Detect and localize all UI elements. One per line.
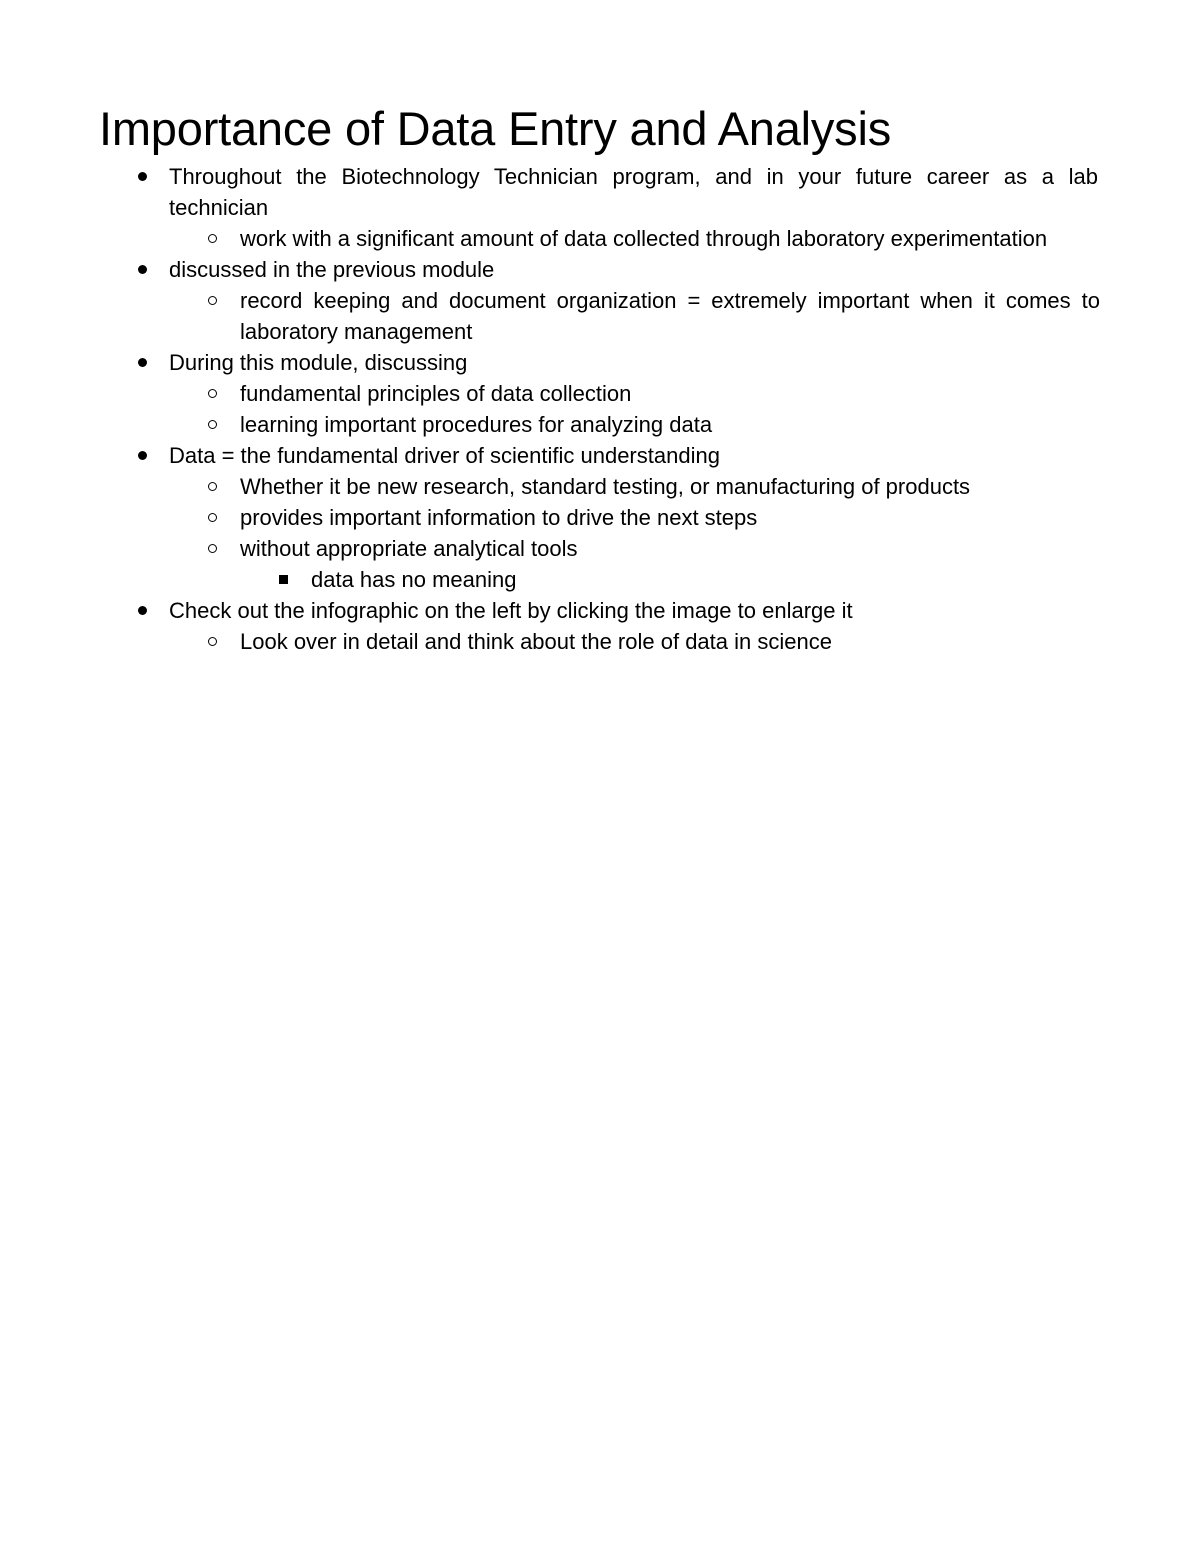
list-item-text: data has no meaning	[311, 567, 517, 592]
list-item	[0, 347, 1098, 378]
hollow-circle-bullet-icon	[203, 409, 221, 440]
list-item	[0, 595, 1098, 626]
hollow-circle-bullet-icon	[203, 223, 221, 254]
filled-circle-bullet-icon	[133, 440, 151, 471]
list-item	[0, 285, 1100, 347]
list-item	[0, 223, 1100, 254]
list-item-text: learning important procedures for analyzing data	[240, 412, 713, 437]
filled-circle-bullet-icon	[133, 595, 151, 626]
list-item-text: fundamental principles of data collection	[240, 381, 632, 406]
list-item	[0, 440, 1098, 471]
document-title: Importance of Data Entry and Analysis	[99, 102, 892, 155]
filled-square-bullet-icon	[274, 564, 292, 595]
list-item	[0, 533, 1100, 564]
list-item-text: Look over in detail and think about the role of data in science	[240, 629, 832, 654]
hollow-circle-bullet-icon	[203, 533, 221, 564]
hollow-circle-bullet-icon	[203, 471, 221, 502]
filled-circle-bullet-icon	[133, 347, 151, 378]
list-item-text: During this module, discussing	[169, 350, 468, 375]
list-item-text: discussed in the previous module	[169, 257, 495, 282]
list-item	[0, 564, 1100, 595]
list-item-text: Data = the fundamental driver of scientific understanding	[169, 443, 720, 468]
list-item	[0, 626, 1100, 657]
list-item-text: Check out the infographic on the left by clicking the image to enlarge it	[169, 598, 853, 623]
list-item	[0, 471, 1100, 502]
list-item	[0, 378, 1100, 409]
list-item-text: record keeping and document organization = extremely important when it comes to laboratory management	[240, 288, 1100, 344]
list-item-text: Whether it be new research, standard testing, or manufacturing of products	[240, 474, 971, 499]
hollow-circle-bullet-icon	[203, 378, 221, 409]
filled-circle-bullet-icon	[133, 161, 151, 192]
list-item-text: without appropriate analytical tools	[240, 536, 578, 561]
list-item	[0, 161, 1098, 223]
list-item-text: Throughout the Biotechnology Technician program, and in your future career as a lab technician	[169, 164, 1098, 220]
hollow-circle-bullet-icon	[203, 626, 221, 657]
list-item-text: provides important information to drive the next steps	[240, 505, 758, 530]
hollow-circle-bullet-icon	[203, 502, 221, 533]
hollow-circle-bullet-icon	[203, 285, 221, 316]
list-item-text: work with a significant amount of data collected through laboratory experimentation	[240, 226, 1048, 251]
filled-circle-bullet-icon	[133, 254, 151, 285]
list-item	[0, 502, 1100, 533]
list-item	[0, 254, 1098, 285]
list-item	[0, 409, 1100, 440]
bullet-outline	[0, 161, 1200, 657]
